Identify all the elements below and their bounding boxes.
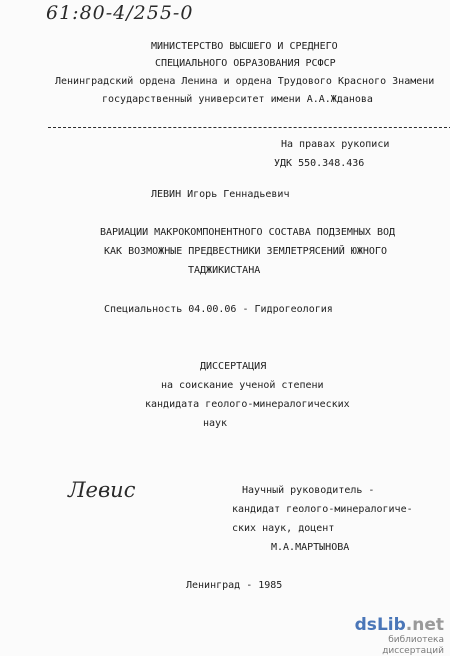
dslib-tagline: библиотека диссертаций (382, 635, 444, 656)
title-line-3: ТАДЖИКИСТАНА (188, 265, 261, 276)
city-year: Ленинград - 1985 (186, 580, 283, 591)
author-name: ЛЕВИН Игорь Геннадьевич (151, 189, 290, 200)
supervisor-line-3: ских наук, доцент (232, 523, 335, 534)
ministry-line-1: МИНИСТЕРСТВО ВЫСШЕГО И СРЕДНЕГО (151, 41, 338, 52)
dissertation-heading: ДИССЕРТАЦИЯ (200, 361, 267, 372)
degree-line-3: наук (203, 418, 228, 429)
supervisor-name: М.А.МАРТЫНОВА (271, 542, 350, 553)
degree-line-2: кандидата геолого-минералогических (145, 399, 350, 410)
separator-rule (48, 127, 450, 128)
specialty: Специальность 04.00.06 - Гидрогеология (104, 304, 333, 315)
title-line-2: КАК ВОЗМОЖНЫЕ ПРЕДВЕСТНИКИ ЗЕМЛЕТРЯСЕНИЙ ЮЖНОГО (104, 246, 387, 257)
title-line-1: ВАРИАЦИИ МАКРОКОМПОНЕНТНОГО СОСТАВА ПОДЗЕМНЫХ ВОД (100, 227, 396, 238)
ministry-line-2: СПЕЦИАЛЬНОГО ОБРАЗОВАНИЯ РСФСР (155, 58, 336, 69)
archive-stamp: 61:80-4/255-0 (46, 2, 194, 24)
manuscript-rights: На правах рукописи (281, 139, 390, 150)
handwritten-signature: Левис (68, 478, 136, 502)
dslib-brand: dsLib.net (354, 615, 444, 635)
university-line-1: Ленинградский ордена Ленина и ордена Трудового Красного Знамени (55, 76, 435, 87)
supervisor-line-2: кандидат геолого-минералогиче- (232, 504, 413, 515)
supervisor-line-1: Научный руководитель - (242, 485, 375, 496)
degree-line-1: на соискание ученой степени (161, 380, 324, 391)
dslib-watermark-logo (326, 615, 444, 656)
university-line-2: государственный университет имени А.А.Жданова (102, 94, 373, 105)
udc-code: УДК 550.348.436 (274, 158, 365, 169)
